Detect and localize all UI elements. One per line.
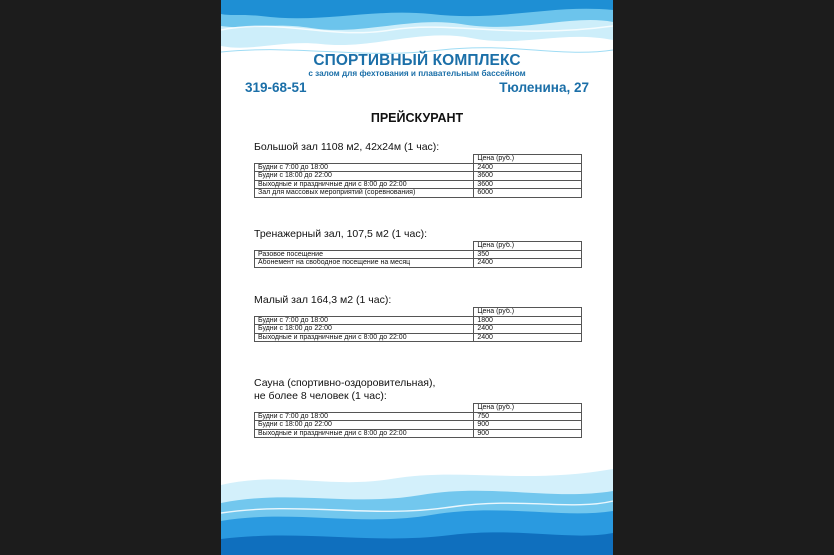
price-table: [254, 403, 582, 438]
company-subtitle: с залом для фехтования и плавательным бассейном: [308, 69, 526, 78]
table-row: [255, 316, 582, 325]
row-price: 6000: [474, 189, 582, 198]
row-label: Будни с 18:00 до 22:00: [255, 325, 474, 334]
document-title: ПРЕЙСКУРАНТ: [370, 111, 464, 125]
row-label: Разовое посещение: [255, 250, 474, 259]
section-sauna: [254, 377, 584, 438]
row-price: 2400: [474, 163, 582, 172]
row-price: 750: [474, 412, 582, 421]
row-price: 2400: [474, 259, 582, 268]
row-label: Будни с 18:00 до 22:00: [255, 172, 474, 181]
table-row: [255, 172, 582, 181]
table-row: [255, 180, 582, 189]
section-small-hall: [254, 294, 584, 342]
row-price: 3600: [474, 172, 582, 181]
section-title: Малый зал 164,3 м2 (1 час):: [254, 294, 392, 306]
row-label: Будни с 7:00 до 18:00: [255, 412, 474, 421]
table-row: [255, 163, 582, 172]
table-header-row: [255, 242, 582, 251]
price-column-header: Цена (руб.): [474, 308, 582, 317]
row-price: 900: [474, 421, 582, 430]
table-row: [255, 412, 582, 421]
row-price: 2400: [474, 325, 582, 334]
row-price: 350: [474, 250, 582, 259]
phone-number: 319-68-51: [245, 80, 307, 95]
section-title: Сауна (спортивно-оздоровительная),: [254, 377, 436, 389]
bottom-wave-decoration: [221, 455, 613, 555]
row-label: Будни с 18:00 до 22:00: [255, 421, 474, 430]
table-row: [255, 421, 582, 430]
table-row: [255, 189, 582, 198]
row-label: Будни с 7:00 до 18:00: [255, 163, 474, 172]
table-header-row: [255, 404, 582, 413]
section-title: Большой зал 1108 м2, 42х24м (1 час):: [254, 141, 440, 153]
price-list-page: [221, 0, 613, 555]
row-price: 3600: [474, 180, 582, 189]
price-column-header: Цена (руб.): [474, 155, 582, 164]
price-table: [254, 307, 582, 342]
row-label: Выходные и праздничные дни с 8:00 до 22:00: [255, 180, 474, 189]
section-gym: [254, 228, 584, 268]
price-table: [254, 154, 582, 198]
address: Тюленина, 27: [499, 80, 589, 95]
section-title: Тренажерный зал, 107,5 м2 (1 час):: [254, 228, 427, 240]
table-header-row: [255, 308, 582, 317]
price-column-header: Цена (руб.): [474, 242, 582, 251]
price-table: [254, 241, 582, 268]
row-label: Выходные и праздничные дни с 8:00 до 22:00: [255, 429, 474, 438]
table-row: [255, 259, 582, 268]
table-row: [255, 325, 582, 334]
table-header-row: [255, 155, 582, 164]
table-row: [255, 333, 582, 342]
company-title: СПОРТИВНЫЙ КОМПЛЕКС: [313, 52, 521, 69]
row-price: 2400: [474, 333, 582, 342]
row-price: 900: [474, 429, 582, 438]
row-label: Будни с 7:00 до 18:00: [255, 316, 474, 325]
row-label: Зал для массовых мероприятий (соревнования): [255, 189, 474, 198]
section-title-line2: не более 8 человек (1 час):: [254, 390, 387, 402]
table-row: [255, 429, 582, 438]
section-big-hall: [254, 141, 584, 198]
table-row: [255, 250, 582, 259]
row-label: Выходные и праздничные дни с 8:00 до 22:00: [255, 333, 474, 342]
row-label: Абонемент на свободное посещение на месяц: [255, 259, 474, 268]
row-price: 1800: [474, 316, 582, 325]
price-column-header: Цена (руб.): [474, 404, 582, 413]
